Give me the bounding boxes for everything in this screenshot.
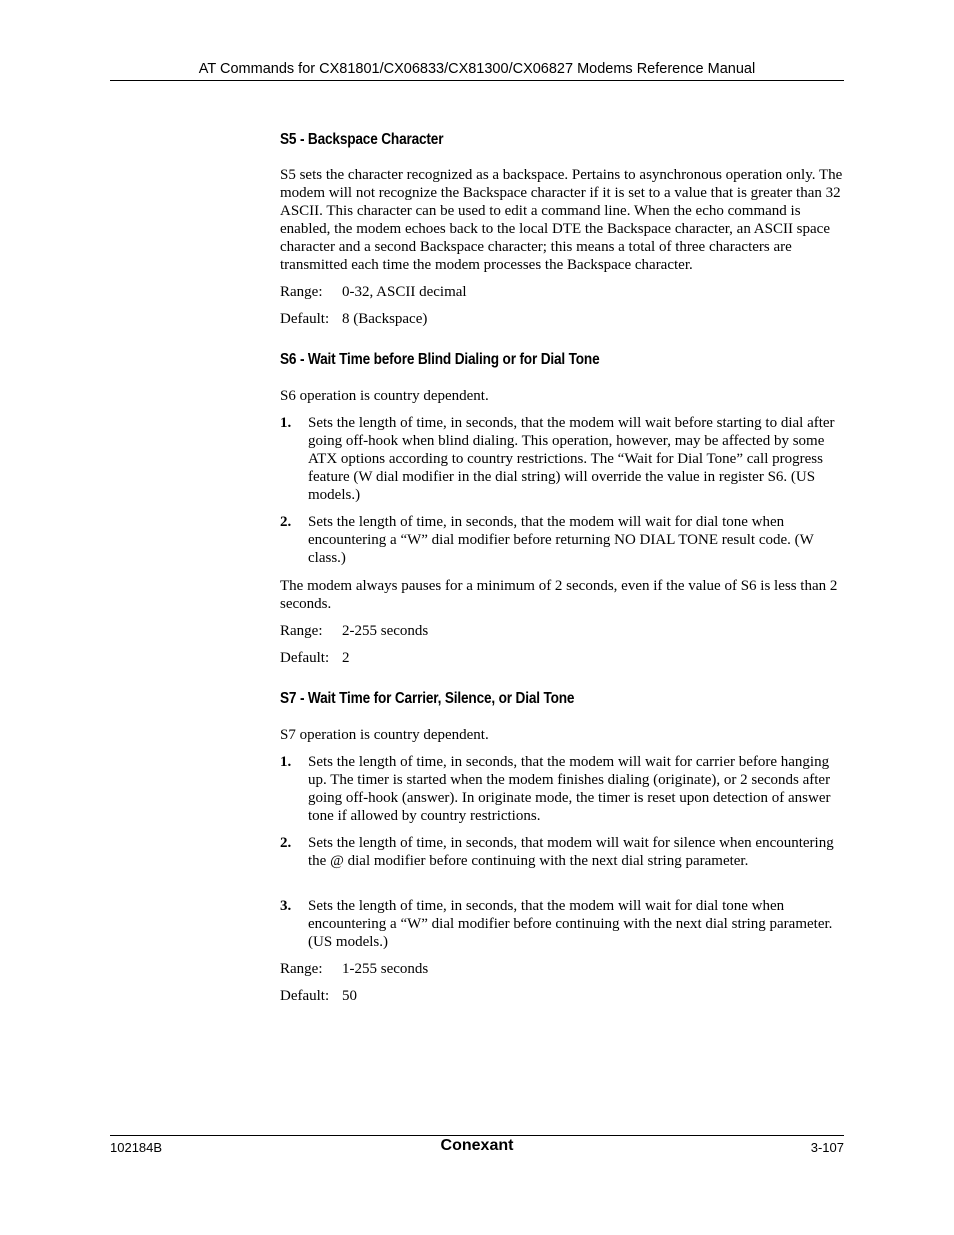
default-value: 50 [342, 988, 357, 1004]
section-heading-s7: S7 - Wait Time for Carrier, Silence, or Dial Tone [280, 690, 575, 707]
list-text: Sets the length of time, in seconds, that modem will wait for silence when encountering the @ dial modifier before continuing with the next dial string parameter. [308, 835, 834, 869]
s5-default [280, 310, 427, 328]
list-item [280, 834, 844, 870]
default-value: 2 [342, 650, 350, 666]
header-divider [110, 80, 844, 81]
company-name: Conexant [440, 1137, 514, 1154]
range-value: 1-255 seconds [342, 961, 429, 977]
footer-divider [110, 1135, 844, 1136]
list-text: Sets the length of time, in seconds, that the modem will wait before starting to dial after going off-hook when blind dialing. This operation, however, may be affected by some ATX options according to country restrictions. The “Wait for Dial Tone” call progress feature (W dial modifier in the dial string) will override the value in register S6. (US models.) [308, 415, 835, 503]
s5-range [280, 283, 467, 301]
range-value: 2-255 seconds [342, 623, 429, 639]
list-item [280, 414, 844, 504]
list-item [280, 513, 844, 567]
range-value: 0-32, ASCII decimal [342, 284, 467, 300]
range-label: Range: [280, 961, 323, 977]
s6-note: The modem always pauses for a minimum of 2 seconds, even if the value of S6 is less than 2 seconds. [280, 578, 838, 612]
range-label: Range: [280, 284, 323, 300]
s6-default [280, 649, 350, 667]
list-text: Sets the length of time, in seconds, that the modem will wait for carrier before hanging up. The timer is started when the modem finishes dialing (originate), or 2 seconds after going off-hook (answer). In originate mode, the timer is reset upon detection of answer tone if allowed by country restrictions. [308, 754, 831, 824]
list-item [280, 897, 844, 951]
default-label: Default: [280, 988, 330, 1004]
list-text: Sets the length of time, in seconds, that the modem will wait for dial tone when encountering a “W” dial modifier before continuing with the next dial string parameter. (US models.) [308, 898, 833, 950]
default-label: Default: [280, 311, 330, 327]
s6-range [280, 622, 428, 640]
s5-description: S5 sets the character recognized as a backspace. Pertains to asynchronous operation only. The modem will not recognize the Backspace character if it is set to a value that is greater than 32 ASCII. This character can be used to edit a command line. When the echo command is enabled, the modem echoes back to the local DTE the Backspace character, an ASCII space character and a second Backspace character; this means a total of three characters are transmitted each time the modem processes the Backspace character. [280, 167, 843, 273]
page-number: 3-107 [810, 1140, 844, 1155]
s6-description: S6 operation is country dependent. [280, 388, 489, 404]
list-number: 2. [280, 835, 292, 851]
running-header: AT Commands for CX81801/CX06833/CX81300/CX06827 Modems Reference Manual [198, 61, 756, 77]
list-number: 1. [280, 415, 292, 431]
s7-range [280, 960, 428, 978]
list-number: 2. [280, 514, 292, 530]
default-label: Default: [280, 650, 330, 666]
list-text: Sets the length of time, in seconds, that the modem will wait for dial tone when encountering a “W” dial modifier before returning NO DIAL TONE result code. (W class.) [308, 514, 814, 566]
s7-description: S7 operation is country dependent. [280, 727, 489, 743]
section-heading-s5: S5 - Backspace Character [280, 131, 444, 148]
list-number: 3. [280, 898, 292, 914]
default-value: 8 (Backspace) [342, 311, 428, 327]
s7-default [280, 987, 357, 1005]
section-heading-s6: S6 - Wait Time before Blind Dialing or for Dial Tone [280, 351, 600, 368]
list-item [280, 753, 844, 825]
range-label: Range: [280, 623, 323, 639]
list-number: 1. [280, 754, 292, 770]
document-number: 102184B [110, 1140, 163, 1155]
